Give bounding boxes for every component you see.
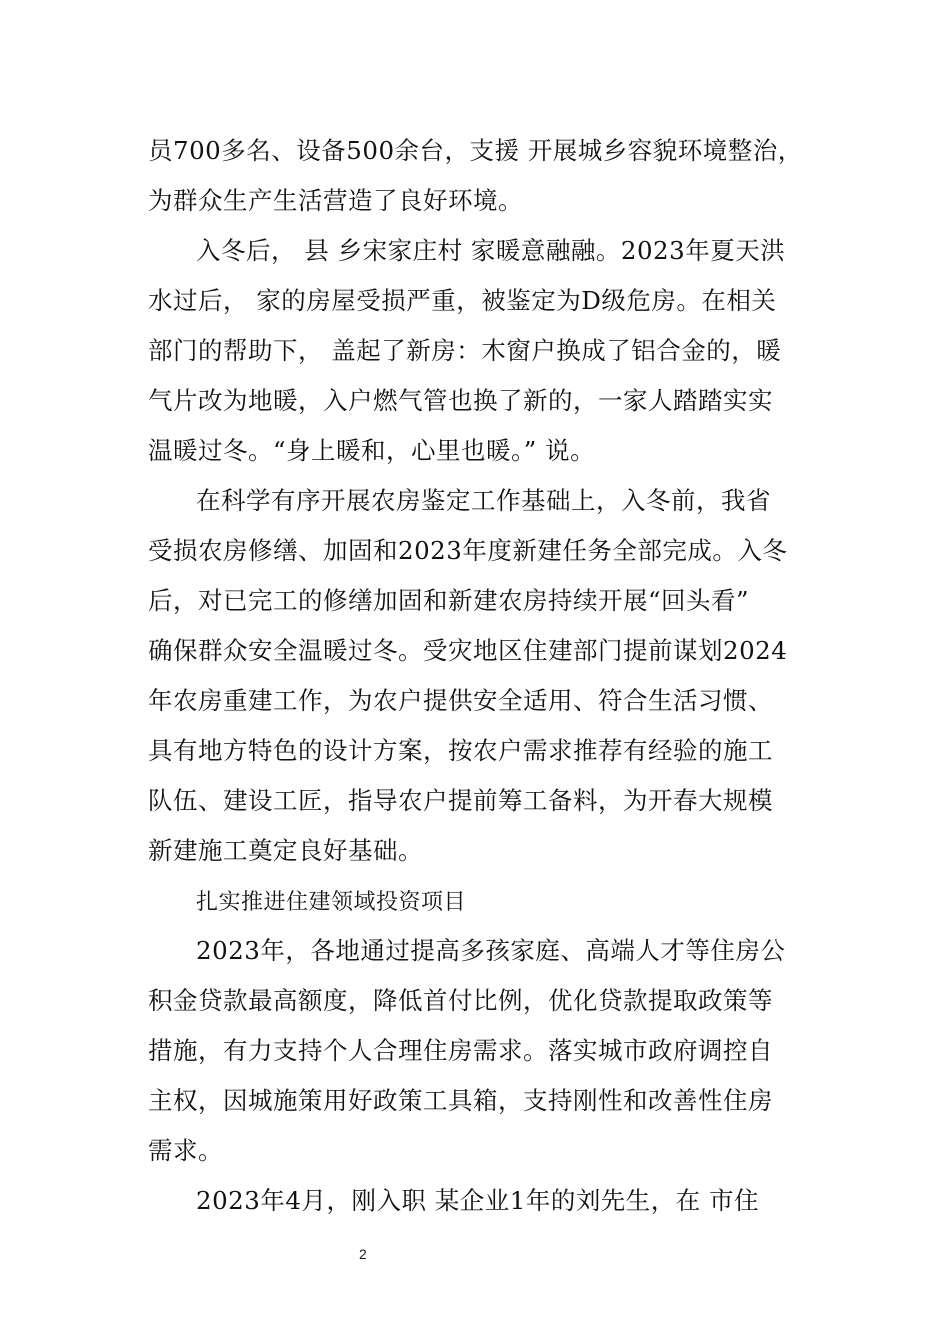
text-line: 确保群众安全温暖过冬。受灾地区住建部门提前谋划2024	[148, 636, 788, 665]
text-line: 新建施工奠定良好基础。	[148, 836, 423, 865]
text-line: 措施，有力支持个人合理住房需求。落实城市政府调控自	[148, 1036, 773, 1065]
text-line: 为群众生产生活营造了良好环境。	[148, 186, 523, 215]
text-line: 具有地方特色的设计方案，按农户需求推荐有经验的施工	[148, 736, 773, 765]
text-line: 温暖过冬。“身上暖和，心里也暖。” 说。	[148, 436, 596, 465]
text-line: 积金贷款最高额度，降低首付比例，优化贷款提取政策等	[148, 986, 773, 1015]
paragraph-start-line: 2023年，各地通过提高多孩家庭、高端人才等住房公	[196, 936, 786, 965]
page-number: 2	[359, 1246, 367, 1262]
text-line: 队伍、建设工匠，指导农户提前筹工备料，为开春大规模	[148, 786, 773, 815]
paragraph-start-line: 2023年4月，刚入职 某企业1年的刘先生，在 市住	[196, 1186, 760, 1215]
text-line: 部门的帮助下， 盖起了新房：木窗户换成了铝合金的，暖	[148, 336, 782, 365]
paragraph-start-line: 在科学有序开展农房鉴定工作基础上，入冬前，我省	[196, 486, 771, 515]
text-line: 受损农房修缮、加固和2023年度新建任务全部完成。入冬	[148, 536, 788, 565]
text-line: 水过后， 家的房屋受损严重，被鉴定为D级危房。在相关	[148, 286, 777, 315]
text-line: 员700多名、设备500余台，支援 开展城乡容貌环境整治，	[148, 136, 803, 165]
section-heading: 扎实推进住建领域投资项目	[196, 890, 467, 915]
text-line: 后，对已完工的修缮加固和新建农房持续开展“回头看”	[148, 586, 750, 615]
text-line: 需求。	[148, 1136, 223, 1165]
text-line: 主权，因城施策用好政策工具箱，支持刚性和改善性住房	[148, 1086, 773, 1115]
paragraph-start-line: 入冬后， 县 乡宋家庄村 家暖意融融。2023年夏天洪	[196, 236, 786, 265]
text-line: 气片改为地暖，入户燃气管也换了新的，一家人踏踏实实	[148, 386, 773, 415]
text-line: 年农房重建工作，为农户提供安全适用、符合生活习惯、	[148, 686, 773, 715]
